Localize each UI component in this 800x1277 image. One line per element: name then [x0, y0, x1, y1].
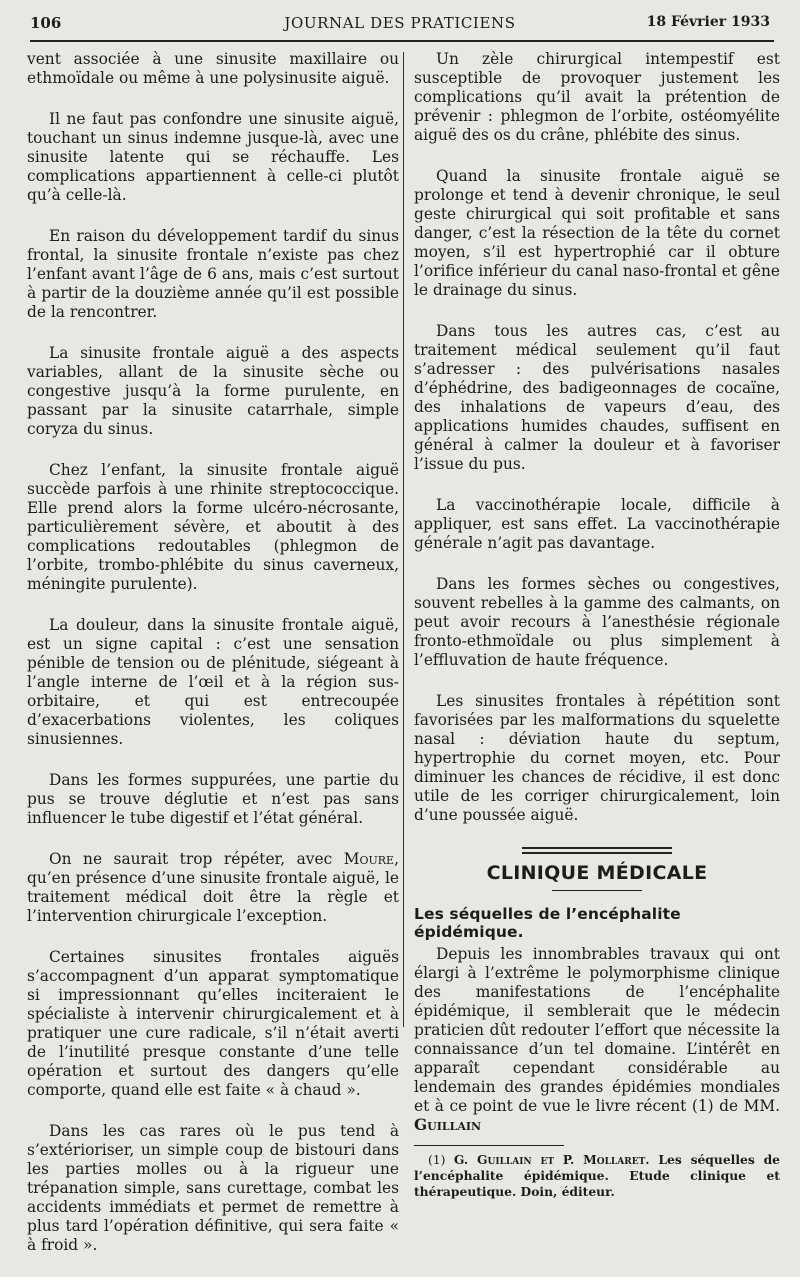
paragraph: Dans les cas rares où le pus tend à s’extérioriser, un simple coup de bistouri dans les parties molles ou à la rigueur une trépanation simple, sans curettage, combat les accidents immédiats et permet de remettre à plus tard l’opération définitive, qui sera faite « à froid ». [27, 1122, 399, 1254]
author-name: Moure [343, 850, 395, 868]
paragraph: Quand la sinusite frontale aiguë se prolonge et tend à devenir chronique, le seul geste chirurgical qui soit profitable et sans danger, c’est la résection de la tête du cornet moyen, s’il est hypertrophié car il obture l’orifice inférieur du canal naso-frontal et gêne le drainage du sinus. [414, 167, 780, 299]
paragraph: En raison du développement tardif du sinus frontal, la sinusite frontale n’existe pas chez l’enfant avant l’âge de 6 ans, mais c’est surtout à partir de la douzième année qu’il est possible de la rencontrer. [27, 227, 399, 321]
left-column [27, 50, 399, 1277]
paragraph: La vaccinothérapie locale, difficile à appliquer, est sans effet. La vaccinothérapie générale n’agit pas davantage. [414, 496, 780, 552]
footnote [414, 1152, 780, 1200]
paragraph: vent associée à une sinusite maxillaire ou ethmoïdale ou même à une polysinusite aiguë. [27, 50, 399, 87]
footnote-marker: (1) [428, 1153, 454, 1167]
header-rule [30, 40, 774, 42]
footnote-text: Les séquelles de l’encéphalite épidémique. Etude clinique et thérapeutique. Doin, éditeur. [414, 1152, 780, 1199]
paragraph [414, 945, 780, 1135]
author-name: Guillain [414, 1116, 482, 1134]
footnote-rule [414, 1145, 564, 1146]
right-column [414, 50, 780, 1200]
paragraph: Il ne faut pas confondre une sinusite aiguë, touchant un sinus indemne jusque-là, avec une sinusite latente qui se réchauffe. Les complications appartiennent à celle-ci plutôt qu’à celle-là. [27, 110, 399, 204]
section-divider [522, 847, 672, 854]
text-run: , qu’en présence d’une sinusite frontale aiguë, le traitement médical doit être la règle et l’intervention chirurgicale l’exception. [27, 850, 399, 925]
section-rule [552, 890, 642, 891]
page-header [30, 14, 770, 38]
paragraph: La douleur, dans la sinusite frontale aiguë, est un signe capital : c’est une sensation pénible de tension ou de plénitude, siégeant à l’angle interne de l’œil et à la région sus-orbitaire, et qui est entrecoupée d’exacerbations violentes, les coliques sinusiennes. [27, 616, 399, 748]
column-separator [403, 52, 404, 1027]
footnote-authors: G. Guillain et P. Mollaret. [453, 1152, 650, 1167]
section-title: CLINIQUE MÉDICALE [486, 862, 708, 884]
issue-date: 18 Février 1933 [646, 14, 770, 30]
paragraph: La sinusite frontale aiguë a des aspects variables, allant de la sinusite sèche ou congestive jusqu’à la forme purulente, en passant par la sinusite catarrhale, simple coryza du sinus. [27, 344, 399, 438]
paragraph [27, 850, 399, 926]
paragraph: Un zèle chirurgical intempestif est susceptible de provoquer justement les complications qu’il avait la prétention de prévenir : phlegmon de l’orbite, ostéomyélite aiguë des os du crâne, phlébite des sinus. [414, 50, 780, 144]
text-run: On ne saurait trop répéter, avec [49, 850, 344, 868]
page-number: 106 [30, 14, 62, 32]
paragraph: Dans les formes suppurées, une partie du pus se trouve déglutie et n’est pas sans influencer le tube digestif et l’état général. [27, 771, 399, 827]
text-run: Depuis les innombrables travaux qui ont élargi à l’extrême le polymorphisme clinique des manifestations de l’encéphalite épidémique, il semblerait que le médecin praticien dût redouter l’effort que nécessite la connaissance d’un tel domaine. L’intérêt en apparaît cependant considérable au lendemain des grandes épidémies mondiales et à ce point de vue le livre récent (1) de MM. [414, 945, 780, 1115]
paragraph: Dans les formes sèches ou congestives, souvent rebelles à la gamme des calmants, on peut avoir recours à l’anesthésie régionale fronto-ethmoïdale ou plus simplement à l’effluvation de haute fréquence. [414, 575, 780, 669]
paragraph: Certaines sinusites frontales aiguës s’accompagnent d’un apparat symptomatique si impressionnant qu’elles inciteraient le spécialiste à intervenir chirurgicalement et à pratiquer une cure radicale, s’il n’était averti de l’inutilité presque constante d’une telle opération et surtout des dangers qu’elle comporte, quand elle est faite « à chaud ». [27, 948, 399, 1099]
journal-title: JOURNAL DES PRATICIENS [284, 14, 516, 32]
paragraph: Dans tous les autres cas, c’est au traitement médical seulement qu’il faut s’adresser : des pulvérisations nasales d’éphédrine, des badigeonnages de cocaïne, des inhalations de vapeurs d’eau, des applications humides chaudes, suffisent en général à calmer la douleur et à favoriser l’issue du pus. [414, 322, 780, 473]
paragraph: Les sinusites frontales à répétition sont favorisées par les malformations du squelette nasal : déviation haute du septum, hypertrophie du cornet moyen, etc. Pour diminuer les chances de récidive, il est donc utile de les corriger chirurgicalement, loin d’une poussée aiguë. [414, 692, 780, 824]
paragraph: Chez l’enfant, la sinusite frontale aiguë succède parfois à une rhinite streptococcique. Elle prend alors la forme ulcéro-nécrosante, particulièrement sévère, et aboutit à des complications redoutables (phlegmon de l’orbite, trombo-phlébite du sinus caverneux, méningite purulente). [27, 461, 399, 593]
article-title: Les séquelles de l’encéphalite épidémique. [414, 905, 681, 941]
